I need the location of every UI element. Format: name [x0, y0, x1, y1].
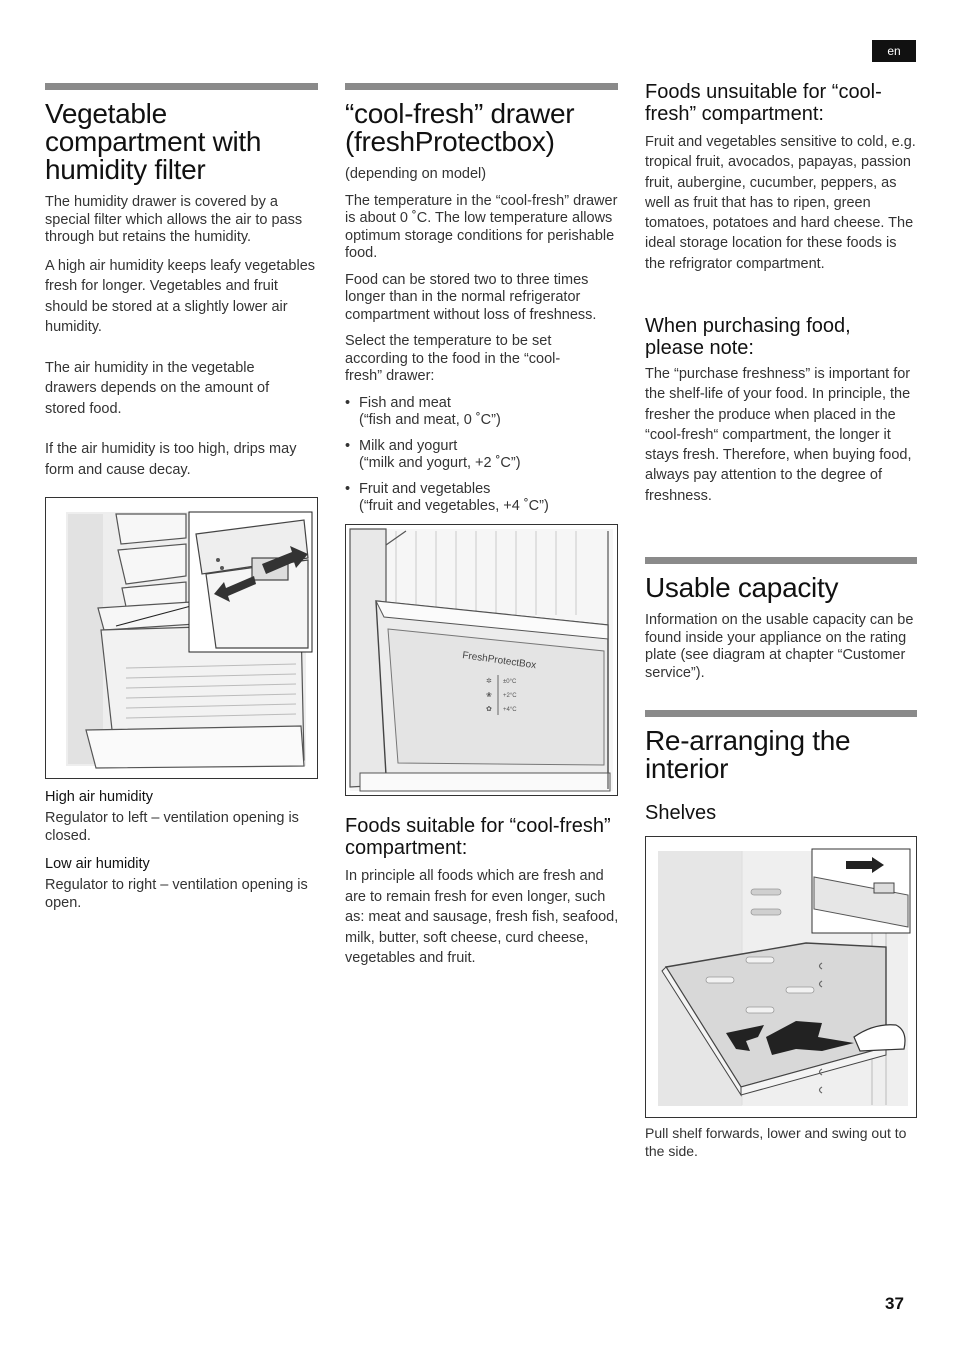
purchasing-food-text: The “purchase freshness” is important for the shelf-life of your food. In principle, the fresher the produce when placed in the “cool-fresh“ compartment, the longer it stays fresh. Therefore, when buying food, always pay attention to the degree of freshness. [645, 366, 912, 504]
bullet-title: Fish and meat [359, 394, 451, 411]
paragraph: A high air humidity keeps leafy vegetables fresh for longer. Vegetables and fruit should be stored at a slightly lower air humidity. [45, 257, 316, 335]
temp-label: +4°C [503, 707, 517, 713]
bullet-title: Fruit and vegetables [359, 480, 491, 497]
shelves-title: Shelves [645, 802, 717, 824]
cool-fresh-drawer-title: “cool-fresh” drawer (freshProtectbox) [345, 98, 575, 157]
humidity-filter-illustration [45, 497, 318, 779]
section-rule [45, 83, 318, 90]
list-item: • Fish and meat (“fish and meat, 0 ˚C”) [345, 394, 501, 428]
paragraph: If the air humidity is too high, drips may form and cause decay. [45, 441, 297, 478]
high-humidity-text: Regulator to left – ventilation opening is closed. [45, 810, 299, 844]
purchasing-food-title: When purchasing food, please note: [645, 315, 851, 359]
paragraph: The temperature in the “cool-fresh” drawer is about 0 ˚C. The low temperature allows optimum storage conditions for perishable food. [345, 192, 618, 261]
usable-capacity-title: Usable capacity [645, 572, 839, 603]
suitable-foods-title: Foods suitable for “cool-fresh” compartment: [345, 815, 611, 859]
rearranging-interior-title: Re-arranging the interior [645, 725, 851, 784]
svg-text:❀: ❀ [486, 692, 492, 699]
svg-text:✿: ✿ [486, 706, 492, 713]
temperature-settings-list [345, 395, 620, 516]
low-humidity-heading: Low air humidity [45, 856, 150, 872]
bullet-title: Milk and yogurt [359, 437, 458, 454]
section-rule [345, 83, 618, 90]
paragraph: The air humidity in the vegetable drawers depends on the amount of stored food. [45, 359, 270, 417]
svg-text:✲: ✲ [486, 678, 492, 685]
list-item: • Fruit and vegetables (“fruit and vegetables, +4 ˚C”) [345, 480, 549, 514]
language-badge: en [872, 40, 916, 62]
vegetable-compartment-title: Vegetable compartment with humidity filter [45, 98, 262, 185]
section-rule [645, 557, 917, 564]
suitable-foods-text: In principle all foods which are fresh and are to remain fresh for even longer, such as: meat and sausage, fresh fish, seafood, milk, butter, soft cheese, curd cheese, vegetables and fruit. [345, 868, 619, 966]
temp-label: ±0°C [503, 679, 517, 685]
page-number: 37 [885, 1294, 904, 1313]
usable-capacity-text: Information on the usable capacity can be found inside your appliance on the rating plate (see diagram at chapter “Customer service”). [645, 612, 914, 681]
shelf-removal-illustration [645, 836, 917, 1118]
low-humidity-text: Regulator to right – ventilation opening is open. [45, 877, 308, 911]
paragraph: Food can be stored two to three times longer than in the normal refrigerator compartment without loss of freshness. [345, 271, 597, 323]
list-item: • Milk and yogurt (“milk and yogurt, +2 ˚C”) [345, 437, 521, 471]
freshprotectbox-label: FreshProtectBox [461, 650, 537, 672]
freshprotectbox-illustration [345, 524, 618, 796]
bullet-detail: (“fruit and vegetables, +4 ˚C”) [359, 498, 549, 514]
cool-fresh-text [345, 166, 620, 524]
section-rule [645, 710, 917, 717]
unsuitable-foods-title: Foods unsuitable for “cool-fresh” compartment: [645, 81, 882, 125]
high-humidity-heading: High air humidity [45, 789, 153, 805]
temp-label: +2°C [503, 693, 517, 699]
paragraph: Select the temperature to be set according to the food in the “cool-fresh” drawer: [345, 333, 561, 384]
shelves-caption: Pull shelf forwards, lower and swing out to the side. [645, 1125, 907, 1159]
bullet-detail: (“fish and meat, 0 ˚C”) [359, 412, 501, 428]
unsuitable-foods-text: Fruit and vegetables sensitive to cold, e.g. tropical fruit, avocados, papayas, passion fruit, aubergine, cucumber, peppers, as well as fruit that has to ripen, green tomatoes, potatoes and hard cheese. The ideal storage location for these foods is the refrigrator compartment. [645, 134, 916, 272]
paragraph: The humidity drawer is covered by a special filter which allows the air to pass through but retains the humidity. [45, 194, 303, 245]
vegetable-compartment-text [45, 194, 320, 480]
model-note: (depending on model) [345, 166, 487, 182]
bullet-detail: (“milk and yogurt, +2 ˚C”) [359, 455, 521, 471]
